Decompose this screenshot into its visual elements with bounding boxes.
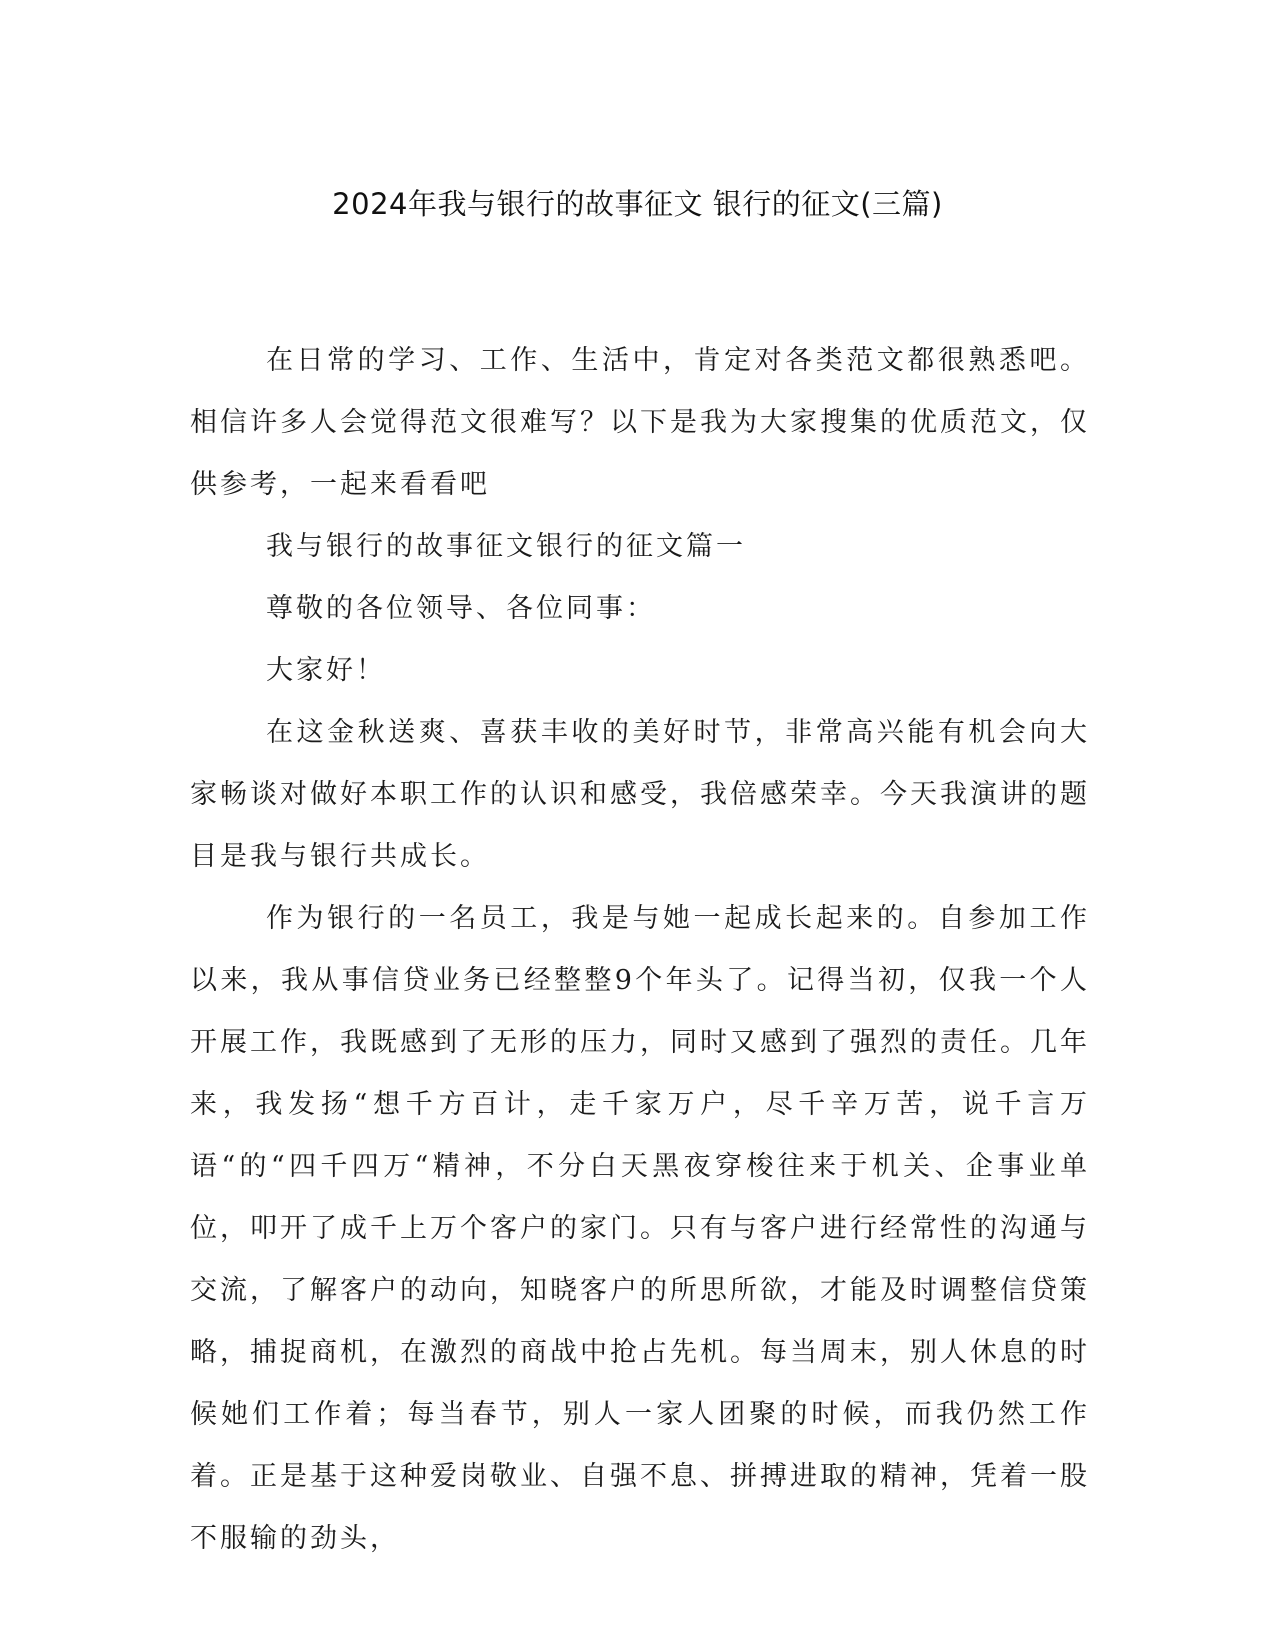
document-title: 2024年我与银行的故事征文 银行的征文(三篇) [332,187,943,221]
paragraph-opening: 在这金秋送爽、喜获丰收的美好时节，非常高兴能有机会向大家畅谈对做好本职工作的认识和感受，我倍感荣幸。今天我演讲的题目是我与银行共成长。 [190,717,1090,872]
paragraph-salutation: 尊敬的各位领导、各位同事： [266,593,656,624]
paragraph-section-heading: 我与银行的故事征文银行的征文篇一 [266,531,746,562]
paragraph-greeting: 大家好！ [266,655,386,686]
paragraph-intro: 在日常的学习、工作、生活中，肯定对各类范文都很熟悉吧。相信许多人会觉得范文很难写？以下是我为大家搜集的优质范文，仅供参考，一起来看看吧 [190,345,1090,500]
paragraph-body: 作为银行的一名员工，我是与她一起成长起来的。自参加工作以来，我从事信贷业务已经整整9个年头了。记得当初，仅我一个人开展工作，我既感到了无形的压力，同时又感到了强烈的责任。几年来，我发扬“想千方百计，走千家万户，尽千辛万苦，说千言万语“的“四千四万“精神，不分白天黑夜穿梭往来于机关、企事业单位，叩开了成千上万个客户的家门。只有与客户进行经常性的沟通与交流，了解客户的动向，知晓客户的所思所欲，才能及时调整信贷策略，捕捉商机，在激烈的商战中抢占先机。每当周末，别人休息的时候她们工作着；每当春节，别人一家人团聚的时候，而我仍然工作着。正是基于这种爱岗敬业、自强不息、拼搏进取的精神，凭着一股不服输的劲头， [190,903,1090,1554]
document-body [190,330,1090,1570]
